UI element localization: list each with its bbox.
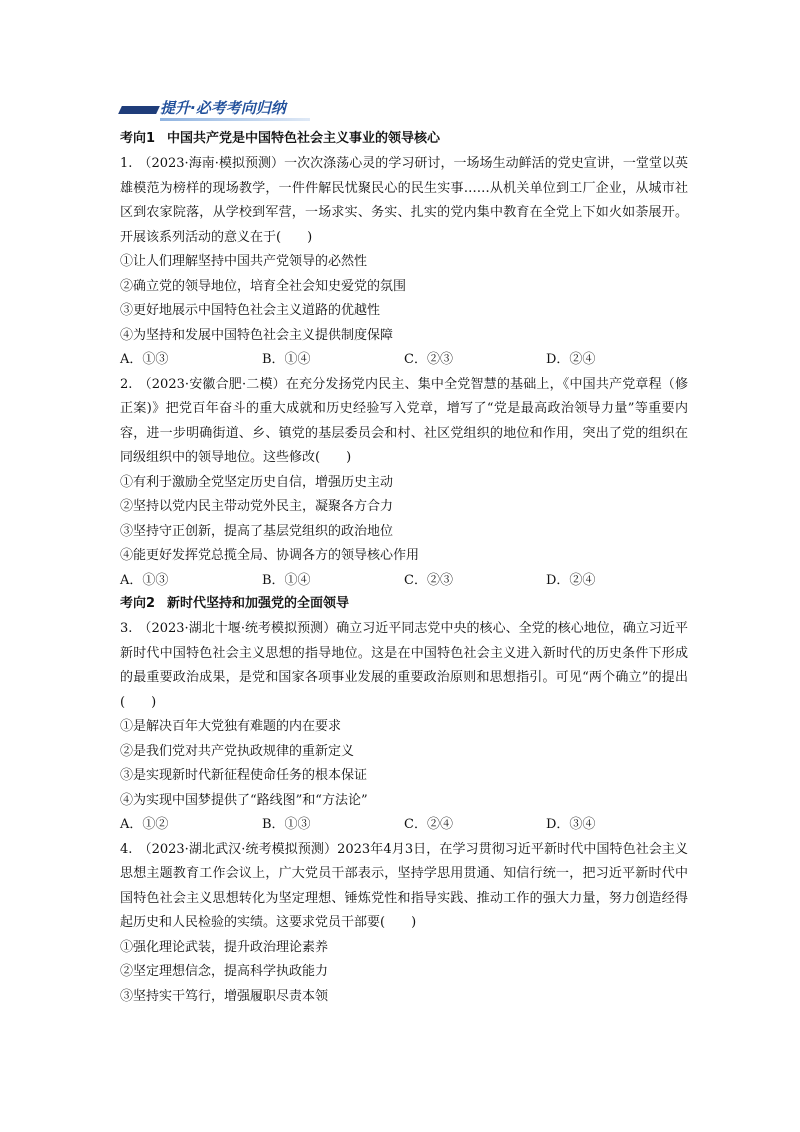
- statement-option: ①强化理论武装，提升政治理论素养: [120, 939, 329, 955]
- choice-d[interactable]: D．②④: [546, 572, 596, 588]
- section-heading: [120, 593, 688, 615]
- section-banner: [120, 98, 320, 122]
- question-text: （2023·湖北武汉·统考模拟预测）2023年4月3日，在学习贯彻习近平新时代中国特色社会主义思想主题教育工作会议上，广大党员干部表示，坚持学思用贯通、知信行统一，把习近平新时代中国特色社会主义思想转化为坚定理想、锤炼党性和指导实践、推动工作的强大力量，努力创造经得起历史和人民检验的实绩。这要求党员干部要( ): [120, 841, 688, 930]
- question-item: [120, 617, 688, 838]
- choice-c[interactable]: C．②③: [404, 352, 453, 367]
- statement-option: ②是我们党对共产党执政规律的重新定义: [120, 743, 355, 759]
- statement-option: ③是实现新时代新征程使命任务的根本保证: [120, 768, 368, 783]
- question-item: [120, 838, 688, 1010]
- banner-title: 提升·必考考向归纳: [160, 99, 286, 117]
- choice-b[interactable]: B．①④: [262, 572, 311, 588]
- question-item: [120, 152, 688, 373]
- section-title: 中国共产党是中国特色社会主义事业的领导核心: [167, 131, 441, 146]
- question-stem: [120, 838, 688, 936]
- question-text: （2023·安徽合肥·二模）在充分发扬党内民主、集中全党智慧的基础上，《中国共产党章程（修正案)》把党百年奋斗的重大成就和历史经验写入党章，增写了“党是最高政治领导力量”等重要内容，进一步明确街道、乡、镇党的基层委员会和村、社区党组织的地位和作用，突出了党的组织在同级组织中的领导地位。这些修改( ): [120, 376, 688, 465]
- choice-c[interactable]: C．②③: [404, 572, 453, 588]
- banner-accent-bar: [118, 106, 160, 114]
- statement-option: ①有利于激励全党坚定历史自信，增强历史主动: [120, 474, 394, 490]
- question-text: （2023·湖北十堰·统考模拟预测）确立习近平同志党中央的核心、全党的核心地位，确立习近平新时代中国特色社会主义思想的指导地位。这是在中国特色社会主义进入新时代的历史条件下形成的最重要政治成果，是党和国家各项事业发展的重要政治原则和思想指引。可见“两个确立”的提出( ): [120, 621, 688, 710]
- statement-option: ②确立党的领导地位，培育全社会知史爱党的氛围: [120, 278, 407, 294]
- answer-choices: [120, 348, 688, 373]
- choice-a[interactable]: A．①③: [120, 572, 169, 588]
- choice-a[interactable]: A．①③: [120, 352, 169, 367]
- statement-option: ③坚持实干笃行，增强履职尽责本领: [120, 988, 329, 1004]
- question-stem: [120, 373, 688, 471]
- statement-option: ④为实现中国梦提供了“路线图”和“方法论”: [120, 792, 368, 808]
- question-item: [120, 373, 688, 594]
- statement-option: ④为坚持和发展中国特色社会主义提供制度保障: [120, 327, 394, 343]
- section-heading: [120, 128, 688, 150]
- choice-d[interactable]: D．②④: [546, 352, 596, 367]
- answer-choices: [120, 569, 688, 594]
- question-content: [120, 128, 688, 1009]
- question-stem: [120, 152, 688, 250]
- statement-option: ①是解决百年大党独有难题的内在要求: [120, 719, 342, 734]
- choice-b[interactable]: B．①④: [262, 352, 311, 367]
- statement-option: ②坚定理想信念，提高科学执政能力: [120, 964, 329, 979]
- choice-d[interactable]: D．③④: [546, 817, 596, 832]
- banner-underline: [160, 118, 310, 121]
- question-number: 2.: [120, 376, 133, 392]
- statement-option: ①让人们理解坚持中国共产党领导的必然性: [120, 254, 368, 269]
- section-tag: 考向2: [120, 596, 156, 611]
- question-number: 3.: [120, 621, 133, 636]
- statement-option: ④能更好发挥党总揽全局、协调各方的领导核心作用: [120, 548, 420, 563]
- statement-option: ③坚持守正创新，提高了基层党组织的政治地位: [120, 523, 394, 539]
- statement-option: ③更好地展示中国特色社会主义道路的优越性: [120, 303, 381, 318]
- question-number: 4.: [120, 841, 133, 857]
- statement-option: ②坚持以党内民主带动党外民主，凝聚各方合力: [120, 499, 394, 514]
- choice-c[interactable]: C．②④: [404, 817, 453, 832]
- question-text: （2023·海南·模拟预测）一次次涤荡心灵的学习研讨，一场场生动鲜活的党史宣讲，一堂堂以英雄模范为榜样的现场教学，一件件解民忧聚民心的民生实事……从机关单位到工厂企业，从城市社区到农家院落，从学校到军营，一场求实、务实、扎实的党内集中教育在全党上下如火如荼展开。开展该系列活动的意义在于( ): [120, 156, 688, 245]
- question-number: 1.: [120, 156, 133, 171]
- answer-choices: [120, 813, 688, 838]
- section-title: 新时代坚持和加强党的全面领导: [167, 596, 350, 611]
- section-tag: 考向1: [120, 131, 156, 146]
- question-stem: [120, 617, 688, 715]
- choice-a[interactable]: A．①②: [120, 817, 169, 832]
- choice-b[interactable]: B．①③: [262, 817, 311, 832]
